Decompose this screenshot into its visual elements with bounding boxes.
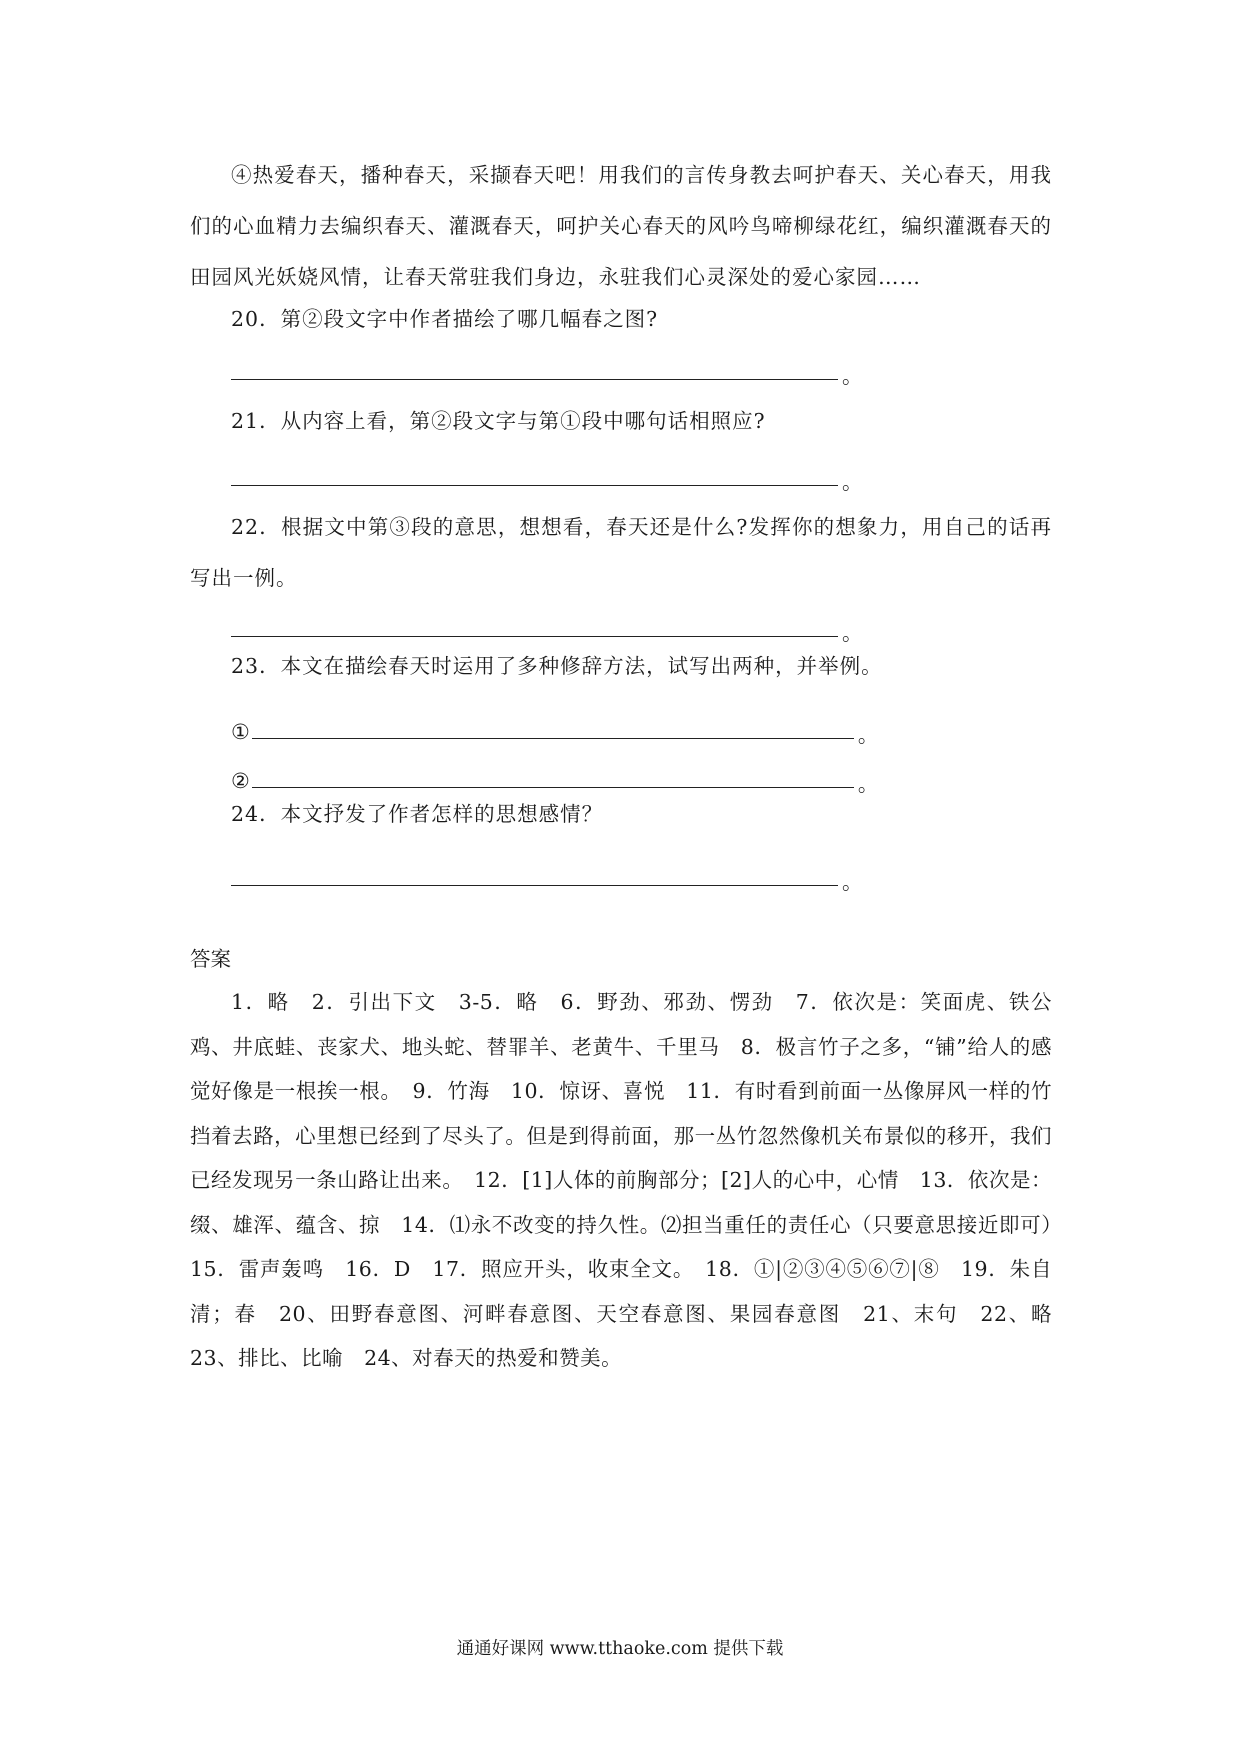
blank-line[interactable] — [231, 636, 838, 637]
question-22: 22．根据文中第③段的意思，想想看，春天还是什么?发挥你的想象力，用自己的话再写出一例。 — [190, 515, 1052, 590]
answer-blank-23-2[interactable]: ② 。 — [231, 769, 879, 796]
blank-line[interactable] — [252, 787, 854, 788]
blank-line[interactable] — [231, 379, 838, 380]
question-23: 23．本文在描绘春天时运用了多种修辞方法，试写出两种，并举例。 — [231, 654, 883, 678]
blank-line[interactable] — [252, 738, 854, 739]
question-21: 21．从内容上看，第②段文字与第①段中哪句话相照应? — [231, 409, 766, 433]
question-24: 24．本文抒发了作者怎样的思想感情？ — [231, 802, 604, 826]
blank-line[interactable] — [231, 885, 838, 886]
page-footer: 通通好课网 www.tthaoke.com 提供下载 — [456, 1639, 784, 1659]
answers-body: 1．略 2．引出下文 3-5．略 6．野劲、邪劲、愣劲 7．依次是：笑面虎、铁公鸡、井底蛙、丧家犬、地头蛇、替罪羊、老黄牛、千里马 8．极言竹子之多，“铺”给人的感觉好像是一根挨一根。 9．竹海 10．惊讶、喜悦 11．有时看到前面一丛像屏风一样的竹挡着去路，心里想已经到了尽头了。但是到得前面，那一丛竹忽然像机关布景似的移开，我们已经发现另一条山路让出来。 12．[1]人体的前胸部分；[2]人的心中，心情 13．依次是：缀、雄浑、蕴含、掠 14．⑴永不改变的持久性。⑵担当重任的责任心（只要意思接近即可） 15．雷声轰鸣 16．D 17．照应开头，收束全文。 18．①|②③④⑤⑥⑦|⑧ 19．朱自清；春 20、田野春意图、河畔春意图、天空春意图、果园春意图 21、末句 22、略 23、排比、比喻 24、对春天的热爱和赞美。 — [190, 990, 1073, 1370]
answer-blank-22[interactable]: 。 — [231, 617, 863, 637]
answers-heading: 答案 — [190, 947, 231, 971]
blank-line[interactable] — [231, 485, 838, 486]
answer-blank-20[interactable]: 。 — [231, 360, 863, 380]
answer-blank-23-1[interactable]: ① 。 — [231, 720, 879, 747]
answer-blank-24[interactable]: 。 — [231, 866, 863, 886]
question-20: 20．第②段文字中作者描绘了哪几幅春之图? — [231, 307, 659, 331]
passage-paragraph-4: ④热爱春天，播种春天，采撷春天吧！用我们的言传身教去呵护春天、关心春天，用我们的心血精力去编织春天、灌溉春天，呵护关心春天的风吟鸟啼柳绿花红，编织灌溉春天的田园风光妖娆风情，让春天常驻我们身边，永驻我们心灵深处的爱心家园…… — [190, 163, 1052, 289]
answer-blank-21[interactable]: 。 — [231, 466, 863, 486]
